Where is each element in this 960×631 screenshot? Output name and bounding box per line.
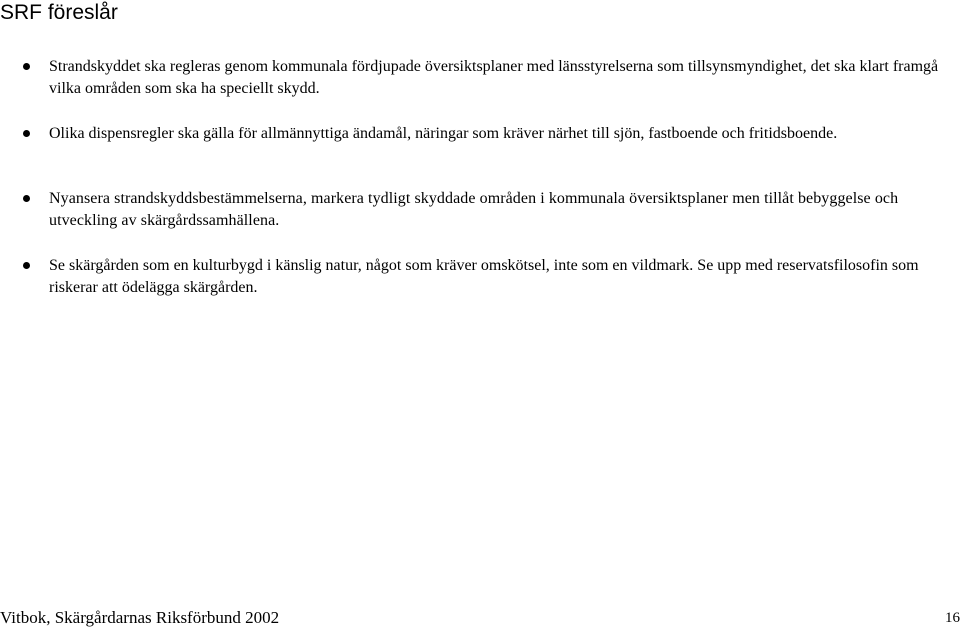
bullet-text: Nyansera strandskyddsbestämmelserna, markera tydligt skyddade områden i kommunala översiktsplaner men tillåt bebyggelse och utveckling av skärgårdssamhällena. [49,190,899,229]
bullet-text: Strandskyddet ska regleras genom kommunala fördjupade översiktsplaner med länsstyrelserna som tillsynsmyndighet, det ska klart framgå vilka områden som ska ha speciellt skydd. [49,58,939,97]
bullet-dot-icon [23,63,30,70]
bullet-text: Olika dispensregler ska gälla för allmännyttiga ändamål, näringar som kräver närhet till sjön, fastboende och fritidsboende. [49,125,838,142]
slide-title: SRF föreslår [0,1,118,24]
page-number: 16 [945,610,960,626]
bullet-text: Se skärgården som en kulturbygd i känslig natur, något som kräver omskötsel, inte som en vildmark. Se upp med reservatsfilosofin som riskerar att ödelägga skärgården. [49,257,919,296]
bullet-dot-icon [23,262,30,269]
footer-source: Vitbok, Skärgårdarnas Riksförbund 2002 [0,608,280,627]
bullet-dot-icon [23,195,30,202]
bullet-dot-icon [23,130,30,137]
